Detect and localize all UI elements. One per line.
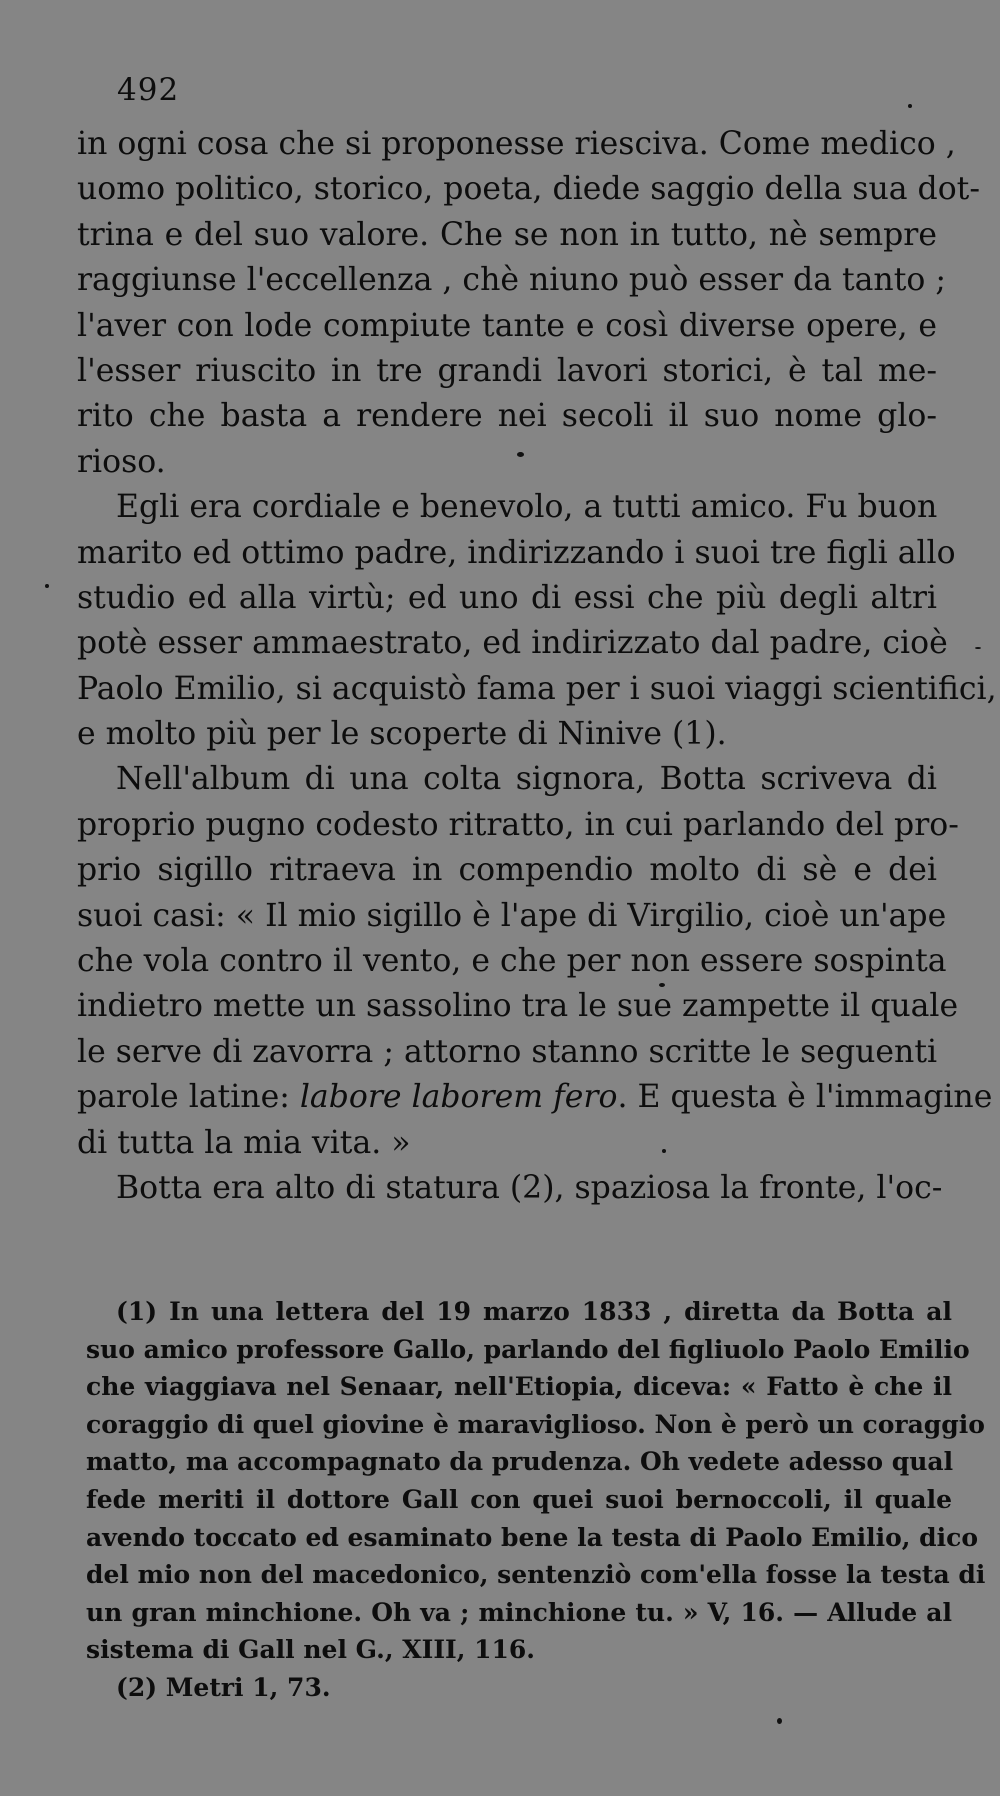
- text-line-with-latin: [77, 1075, 993, 1120]
- text-line: studio ed alla virtù; ed uno di essi che più degli altri: [77, 579, 937, 616]
- scan-speck: [659, 983, 665, 987]
- text-line: marito ed ottimo padre, indirizzando i suoi tre figli allo: [77, 534, 956, 571]
- text-line: Paolo Emilio, si acquistò fama per i suoi viaggi scientifici,: [77, 670, 997, 707]
- footnote-line: fede meriti il dottore Gall con quei suoi bernoccoli, il quale: [86, 1484, 952, 1514]
- text-line: che vola contro il vento, e che per non essere sospinta: [77, 943, 947, 980]
- text-line: l'aver con lode compiute tante e così diverse opere, e: [77, 307, 937, 344]
- footnote-line: avendo toccato ed esaminato bene la testa di Paolo Emilio, dico: [86, 1522, 979, 1552]
- page-number: 492: [117, 72, 180, 108]
- scan-speck: [777, 1718, 782, 1724]
- text-line: uomo politico, storico, poeta, diede saggio della sua dot-: [77, 171, 980, 208]
- text-line: suoi casi: « Il mio sigillo è l'ape di Virgilio, cioè un'ape: [77, 897, 947, 934]
- footnote-line: (1) In una lettera del 19 marzo 1833 , diretta da Botta al: [116, 1297, 952, 1326]
- text-line: rioso.: [77, 443, 166, 480]
- footnote-line: sistema di Gall nel G., XIII, 116.: [86, 1635, 536, 1665]
- footnotes: [86, 1293, 986, 1707]
- footnote-line: coraggio di quel giovine è maraviglioso. Non è però un coraggio: [86, 1409, 985, 1439]
- text-line: e molto più per le scoperte di Ninive (1).: [77, 716, 727, 753]
- text-line: proprio pugno codesto ritratto, in cui parlando del pro-: [77, 806, 959, 843]
- text-line: l'esser riuscito in tre grandi lavori storici, è tal me-: [77, 352, 937, 389]
- scan-speck: [908, 104, 912, 108]
- footnote-line: (2) Metri 1, 73.: [116, 1672, 331, 1702]
- scan-speck: [975, 647, 981, 649]
- text-fragment: . E questa è l'immagine: [617, 1079, 993, 1116]
- text-line: rito che basta a rendere nei secoli il suo nome glo-: [77, 398, 937, 435]
- text-line: indietro mette un sassolino tra le sue zampette il quale: [77, 988, 959, 1025]
- footnote-line: un gran minchione. Oh va ; minchione tu. » V, 16. — Allude al: [86, 1597, 952, 1627]
- text-fragment: parole latine:: [77, 1079, 290, 1116]
- footnote-line: suo amico professore Gallo, parlando del figliuolo Paolo Emilio: [86, 1334, 970, 1364]
- scan-speck: [45, 584, 49, 588]
- text-line: trina e del suo valore. Che se non in tutto, nè sempre: [77, 216, 937, 253]
- latin-motto: labore laborem fero: [299, 1079, 618, 1116]
- text-line: raggiunse l'eccellenza , chè niuno può esser da tanto ;: [77, 262, 946, 299]
- footnote-line: che viaggiava nel Senaar, nell'Etiopia, diceva: « Fatto è che il: [86, 1372, 952, 1402]
- text-line: prio sigillo ritraeva in compendio molto di sè e dei: [77, 852, 937, 889]
- text-line: Egli era cordiale e benevolo, a tutti amico. Fu buon: [116, 489, 938, 526]
- footnote-line: matto, ma accompagnato da prudenza. Oh vedete adesso qual: [86, 1447, 954, 1477]
- footnote-line: del mio non del macedonico, sentenziò com'ella fosse la testa di: [86, 1560, 986, 1590]
- text-line: Botta era alto di statura (2), spaziosa la fronte, l'oc-: [116, 1169, 943, 1206]
- text-line: potè esser ammaestrato, ed indirizzato dal padre, cioè: [77, 625, 948, 662]
- text-line: Nell'album di una colta signora, Botta scriveva di: [116, 761, 937, 798]
- text-line: le serve di zavorra ; attorno stanno scritte le seguenti: [77, 1033, 938, 1070]
- main-text: [77, 122, 997, 1211]
- scan-speck: [662, 1149, 666, 1153]
- text-line: di tutta la mia vita. »: [77, 1124, 411, 1161]
- text-line: in ogni cosa che si proponesse riesciva. Come medico ,: [77, 126, 956, 162]
- scan-speck: [517, 452, 524, 457]
